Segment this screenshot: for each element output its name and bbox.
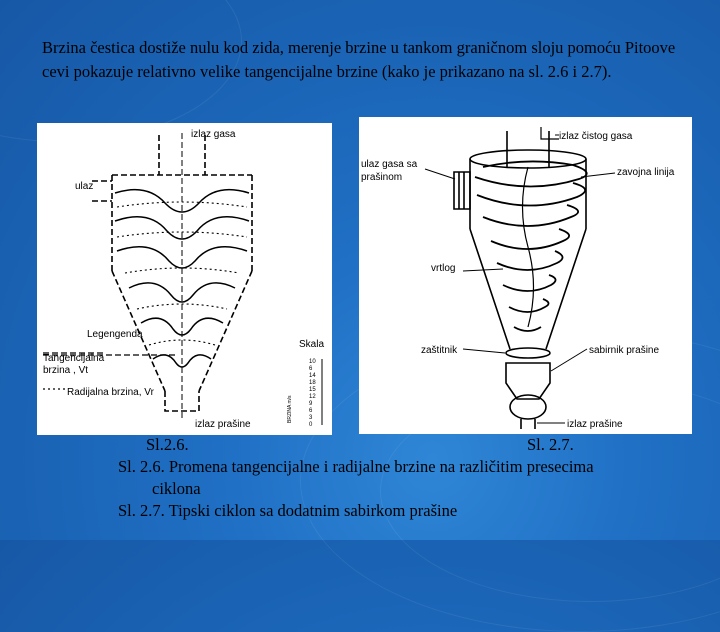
shield-label: zaštitnik <box>421 345 458 356</box>
figure-2-7-number: Sl. 2.7. <box>527 435 574 454</box>
figure-cyclone <box>359 117 692 434</box>
legend-radial-label: Radijalna brzina, Vr <box>67 387 154 398</box>
caption-line-2: ciklona <box>152 479 201 498</box>
scale-tick: 12 <box>309 394 316 400</box>
vortex-label: vrtlog <box>431 263 456 274</box>
scale-tick: 6 <box>309 366 313 372</box>
scale-tick: 10 <box>309 359 316 365</box>
legend-title: Legengenda <box>87 329 143 340</box>
scale-tick: 0 <box>309 422 313 428</box>
scale-title: Skala <box>299 339 325 350</box>
clean-gas-outlet-label: izlaz čistog gasa <box>559 131 633 142</box>
scale-ticks <box>309 359 316 428</box>
legend-tangential-label-1: Tangencijalna <box>43 353 105 364</box>
scale-tick: 3 <box>309 415 313 421</box>
caption-line-1: Sl. 2.6. Promena tangencijalne i radijalne brzine na različitim presecima <box>118 457 594 476</box>
figure-velocity-profiles <box>37 123 332 435</box>
inlet-label: ulaz <box>75 181 94 192</box>
figure-2-6-number: Sl.2.6. <box>146 435 189 454</box>
scale-tick: 6 <box>309 408 313 414</box>
scale-axis-label: BRZINA m/s <box>287 395 293 423</box>
dusty-gas-inlet-label-1: ulaz gasa sa <box>361 159 418 170</box>
legend-tangential-label-2: brzina , Vt <box>43 365 89 376</box>
scale-tick: 9 <box>309 401 313 407</box>
dust-outlet-label: izlaz prašine <box>567 419 623 430</box>
scale-tick: 18 <box>309 380 316 386</box>
spiral-line-label: zavojna linija <box>617 167 675 178</box>
dust-outlet-label: izlaz prašine <box>195 419 251 430</box>
velocity-profile-diagram <box>37 123 332 435</box>
dust-collector-label: sabirnik prašine <box>589 345 660 356</box>
cyclone-diagram <box>359 117 692 434</box>
scale-tick: 14 <box>309 373 316 379</box>
caption-line-3: Sl. 2.7. Tipski ciklon sa dodatnim sabirkom prašine <box>118 501 458 520</box>
dusty-gas-inlet-label-2: prašinom <box>361 172 403 183</box>
intro-paragraph: Brzina čestica dostiže nulu kod zida, merenje brzine u tankom graničnom sloju pomoću Pitoove cevi pokazuje relativno velike tangencijalne brzine (kako je prikazano na sl. 2.6 i 2.7). <box>42 38 676 81</box>
gas-outlet-label: izlaz gasa <box>191 129 236 140</box>
scale-tick: 15 <box>309 387 316 393</box>
